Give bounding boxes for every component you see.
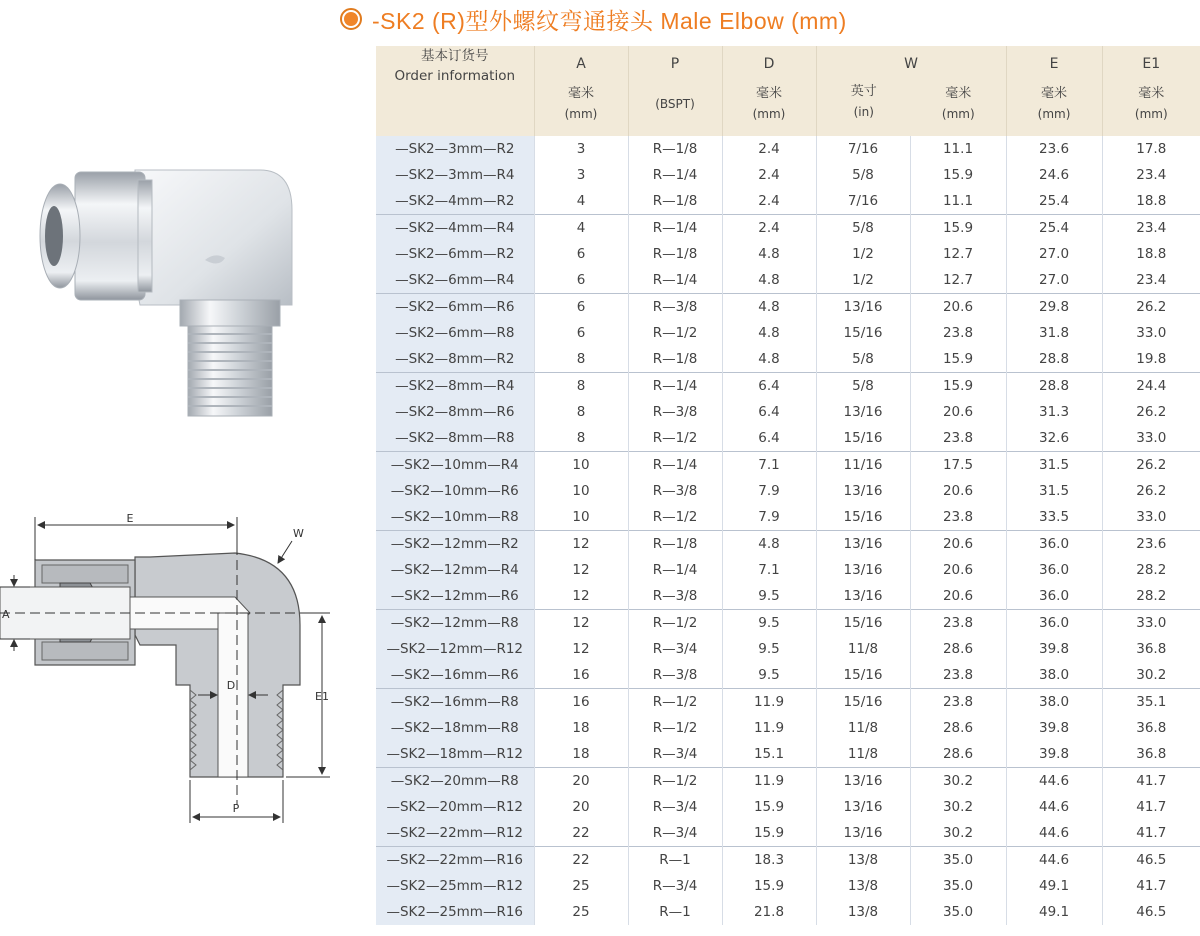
table-row xyxy=(376,715,1200,741)
label-e: E xyxy=(126,512,134,525)
table-row xyxy=(376,557,1200,583)
cell-w-mm: 20.6 xyxy=(910,399,1006,425)
cell-w-mm: 23.8 xyxy=(910,689,1006,716)
cell-p: R—1/2 xyxy=(628,504,722,531)
cell-order: —SK2—8mm—R8 xyxy=(376,425,534,452)
table-row xyxy=(376,636,1200,662)
cell-e1: 26.2 xyxy=(1102,399,1200,425)
cell-w-mm: 35.0 xyxy=(910,899,1006,925)
cell-e: 31.3 xyxy=(1006,399,1102,425)
cell-w-in: 15/16 xyxy=(816,610,910,637)
table-row xyxy=(376,531,1200,558)
cell-e: 39.8 xyxy=(1006,741,1102,768)
cell-a: 8 xyxy=(534,425,628,452)
label-e1: E1 xyxy=(315,690,329,703)
cell-order: —SK2—20mm—R8 xyxy=(376,768,534,795)
cell-d: 6.4 xyxy=(722,425,816,452)
cell-w-mm: 15.9 xyxy=(910,346,1006,373)
section-title xyxy=(340,4,847,34)
cell-order: —SK2—22mm—R12 xyxy=(376,820,534,847)
cell-w-in: 11/8 xyxy=(816,741,910,768)
cell-w-in: 15/16 xyxy=(816,689,910,716)
cell-w-in: 11/16 xyxy=(816,452,910,479)
cell-e: 36.0 xyxy=(1006,531,1102,558)
header-e: E 毫米 (mm) xyxy=(1006,46,1102,136)
table-row xyxy=(376,662,1200,689)
cell-w-in: 13/16 xyxy=(816,294,910,321)
table-row xyxy=(376,899,1200,925)
cell-w-in: 15/16 xyxy=(816,320,910,346)
cell-a: 6 xyxy=(534,294,628,321)
cell-order: —SK2—20mm—R12 xyxy=(376,794,534,820)
cell-p: R—1/2 xyxy=(628,425,722,452)
cell-e: 33.5 xyxy=(1006,504,1102,531)
cell-order: —SK2—22mm—R16 xyxy=(376,847,534,874)
cell-order: —SK2—3mm—R4 xyxy=(376,162,534,188)
cell-w-mm: 20.6 xyxy=(910,294,1006,321)
cell-order: —SK2—12mm—R12 xyxy=(376,636,534,662)
table-row xyxy=(376,373,1200,400)
cell-e1: 30.2 xyxy=(1102,662,1200,689)
cell-e1: 41.7 xyxy=(1102,794,1200,820)
cell-p: R—3/4 xyxy=(628,741,722,768)
cell-e: 49.1 xyxy=(1006,899,1102,925)
cell-d: 9.5 xyxy=(722,636,816,662)
table-row xyxy=(376,267,1200,294)
label-p: P xyxy=(232,802,240,815)
cell-order: —SK2—16mm—R6 xyxy=(376,662,534,689)
table-row xyxy=(376,162,1200,188)
cell-e: 31.5 xyxy=(1006,478,1102,504)
cell-e1: 36.8 xyxy=(1102,636,1200,662)
cell-e: 38.0 xyxy=(1006,689,1102,716)
cell-w-mm: 15.9 xyxy=(910,215,1006,242)
cell-e: 24.6 xyxy=(1006,162,1102,188)
cell-w-mm: 20.6 xyxy=(910,583,1006,610)
cell-p: R—1/4 xyxy=(628,373,722,400)
table-body xyxy=(376,136,1200,925)
table-row xyxy=(376,820,1200,847)
cell-d: 11.9 xyxy=(722,715,816,741)
cell-order: —SK2—12mm—R8 xyxy=(376,610,534,637)
cell-e: 39.8 xyxy=(1006,636,1102,662)
cell-e1: 24.4 xyxy=(1102,373,1200,400)
table-row xyxy=(376,241,1200,267)
cell-w-mm: 12.7 xyxy=(910,267,1006,294)
cell-e: 25.4 xyxy=(1006,215,1102,242)
cell-d: 9.5 xyxy=(722,583,816,610)
cell-e1: 23.6 xyxy=(1102,531,1200,558)
cell-d: 7.9 xyxy=(722,478,816,504)
cell-p: R—1/2 xyxy=(628,610,722,637)
cell-w-mm: 28.6 xyxy=(910,636,1006,662)
cell-e1: 28.2 xyxy=(1102,583,1200,610)
cell-order: —SK2—10mm—R8 xyxy=(376,504,534,531)
cell-order: —SK2—25mm—R16 xyxy=(376,899,534,925)
cell-w-mm: 23.8 xyxy=(910,320,1006,346)
cell-p: R—3/8 xyxy=(628,399,722,425)
cell-p: R—3/8 xyxy=(628,478,722,504)
cell-w-in: 13/16 xyxy=(816,478,910,504)
label-w: W xyxy=(293,527,304,540)
cell-e: 27.0 xyxy=(1006,241,1102,267)
cell-order: —SK2—6mm—R2 xyxy=(376,241,534,267)
cell-p: R—1/8 xyxy=(628,346,722,373)
cell-a: 16 xyxy=(534,689,628,716)
cell-order: —SK2—12mm—R6 xyxy=(376,583,534,610)
cell-p: R—3/8 xyxy=(628,583,722,610)
cell-p: R—1 xyxy=(628,847,722,874)
cell-a: 4 xyxy=(534,215,628,242)
cell-a: 8 xyxy=(534,373,628,400)
cell-order: —SK2—4mm—R2 xyxy=(376,188,534,215)
cell-d: 4.8 xyxy=(722,346,816,373)
cell-d: 4.8 xyxy=(722,320,816,346)
cell-d: 6.4 xyxy=(722,373,816,400)
cell-a: 20 xyxy=(534,768,628,795)
cell-e: 31.5 xyxy=(1006,452,1102,479)
cell-e1: 46.5 xyxy=(1102,847,1200,874)
table-row xyxy=(376,873,1200,899)
cell-d: 2.4 xyxy=(722,136,816,162)
cell-order: —SK2—18mm—R8 xyxy=(376,715,534,741)
cell-d: 11.9 xyxy=(722,689,816,716)
table-row xyxy=(376,794,1200,820)
cell-order: —SK2—8mm—R4 xyxy=(376,373,534,400)
cell-a: 16 xyxy=(534,662,628,689)
cell-w-in: 11/8 xyxy=(816,636,910,662)
cell-a: 3 xyxy=(534,162,628,188)
cell-w-mm: 17.5 xyxy=(910,452,1006,479)
cell-p: R—1/2 xyxy=(628,715,722,741)
cell-e: 44.6 xyxy=(1006,794,1102,820)
table-row xyxy=(376,583,1200,610)
cell-w-mm: 28.6 xyxy=(910,741,1006,768)
cell-w-in: 13/16 xyxy=(816,531,910,558)
table-row xyxy=(376,188,1200,215)
cell-e1: 41.7 xyxy=(1102,873,1200,899)
table-row xyxy=(376,425,1200,452)
table-row xyxy=(376,294,1200,321)
cell-e: 23.6 xyxy=(1006,136,1102,162)
cell-d: 9.5 xyxy=(722,610,816,637)
cell-p: R—1/8 xyxy=(628,531,722,558)
cell-e: 36.0 xyxy=(1006,583,1102,610)
cell-a: 18 xyxy=(534,741,628,768)
cell-order: —SK2—6mm—R8 xyxy=(376,320,534,346)
cell-d: 15.9 xyxy=(722,873,816,899)
cell-w-mm: 30.2 xyxy=(910,820,1006,847)
table-row xyxy=(376,689,1200,716)
cell-p: R—3/8 xyxy=(628,662,722,689)
cell-e: 44.6 xyxy=(1006,820,1102,847)
cell-w-in: 13/16 xyxy=(816,820,910,847)
cell-w-in: 5/8 xyxy=(816,373,910,400)
table-row xyxy=(376,741,1200,768)
cell-p: R—1/4 xyxy=(628,162,722,188)
header-p: P (BSPT) xyxy=(628,46,722,136)
cell-a: 12 xyxy=(534,531,628,558)
cell-order: —SK2—4mm—R4 xyxy=(376,215,534,242)
cell-e: 25.4 xyxy=(1006,188,1102,215)
cell-e: 36.0 xyxy=(1006,610,1102,637)
cell-e1: 41.7 xyxy=(1102,768,1200,795)
cell-a: 22 xyxy=(534,847,628,874)
cell-e: 44.6 xyxy=(1006,847,1102,874)
cell-d: 2.4 xyxy=(722,162,816,188)
cell-w-in: 13/16 xyxy=(816,768,910,795)
cell-e1: 33.0 xyxy=(1102,504,1200,531)
cell-a: 12 xyxy=(534,557,628,583)
cell-w-in: 5/8 xyxy=(816,346,910,373)
cell-a: 25 xyxy=(534,873,628,899)
cell-d: 18.3 xyxy=(722,847,816,874)
cell-e1: 35.1 xyxy=(1102,689,1200,716)
cell-w-in: 5/8 xyxy=(816,215,910,242)
spec-table xyxy=(376,46,1200,925)
label-a: A xyxy=(2,608,10,621)
cell-e1: 18.8 xyxy=(1102,188,1200,215)
cell-order: —SK2—8mm—R6 xyxy=(376,399,534,425)
header-order: 基本订货号 Order information xyxy=(376,46,534,136)
cell-a: 12 xyxy=(534,636,628,662)
cell-w-mm: 30.2 xyxy=(910,768,1006,795)
cell-w-mm: 20.6 xyxy=(910,478,1006,504)
dimension-drawing xyxy=(0,505,345,835)
cell-w-in: 13/16 xyxy=(816,399,910,425)
cell-w-mm: 28.6 xyxy=(910,715,1006,741)
cell-p: R—1/8 xyxy=(628,188,722,215)
header-a: A 毫米 (mm) xyxy=(534,46,628,136)
cell-w-in: 5/8 xyxy=(816,162,910,188)
cell-e: 36.0 xyxy=(1006,557,1102,583)
cell-w-in: 13/8 xyxy=(816,873,910,899)
cell-e: 31.8 xyxy=(1006,320,1102,346)
cell-e1: 28.2 xyxy=(1102,557,1200,583)
cell-p: R—1/8 xyxy=(628,136,722,162)
cell-a: 8 xyxy=(534,346,628,373)
cell-p: R—1/2 xyxy=(628,768,722,795)
cell-order: —SK2—12mm—R2 xyxy=(376,531,534,558)
cell-a: 6 xyxy=(534,320,628,346)
cell-w-in: 15/16 xyxy=(816,662,910,689)
cell-w-in: 13/8 xyxy=(816,847,910,874)
cell-e1: 23.4 xyxy=(1102,162,1200,188)
cell-w-mm: 12.7 xyxy=(910,241,1006,267)
cell-w-mm: 20.6 xyxy=(910,531,1006,558)
cell-e1: 33.0 xyxy=(1102,610,1200,637)
cell-p: R—3/4 xyxy=(628,873,722,899)
cell-p: R—1/4 xyxy=(628,452,722,479)
cell-e1: 33.0 xyxy=(1102,320,1200,346)
cell-e: 39.8 xyxy=(1006,715,1102,741)
cell-e: 28.8 xyxy=(1006,373,1102,400)
cell-w-in: 15/16 xyxy=(816,504,910,531)
cell-d: 2.4 xyxy=(722,188,816,215)
cell-p: R—3/4 xyxy=(628,820,722,847)
label-d: D xyxy=(226,679,236,692)
table-header xyxy=(376,46,1200,136)
cell-w-in: 15/16 xyxy=(816,425,910,452)
cell-order: —SK2—18mm—R12 xyxy=(376,741,534,768)
cell-d: 21.8 xyxy=(722,899,816,925)
cell-e1: 46.5 xyxy=(1102,899,1200,925)
cell-a: 12 xyxy=(534,583,628,610)
cell-a: 10 xyxy=(534,478,628,504)
cell-d: 11.9 xyxy=(722,768,816,795)
cell-order: —SK2—8mm—R2 xyxy=(376,346,534,373)
cell-w-mm: 11.1 xyxy=(910,136,1006,162)
cell-p: R—3/4 xyxy=(628,794,722,820)
orange-bullet-icon xyxy=(340,8,362,30)
cell-d: 4.8 xyxy=(722,294,816,321)
cell-d: 6.4 xyxy=(722,399,816,425)
cell-order: —SK2—6mm—R4 xyxy=(376,267,534,294)
cell-e1: 18.8 xyxy=(1102,241,1200,267)
cell-e: 28.8 xyxy=(1006,346,1102,373)
cell-w-in: 7/16 xyxy=(816,188,910,215)
cell-a: 18 xyxy=(534,715,628,741)
cell-w-in: 13/16 xyxy=(816,583,910,610)
cell-w-mm: 23.8 xyxy=(910,662,1006,689)
cell-p: R—1/2 xyxy=(628,689,722,716)
table-row xyxy=(376,452,1200,479)
table-row xyxy=(376,136,1200,162)
cell-e1: 19.8 xyxy=(1102,346,1200,373)
cell-e1: 23.4 xyxy=(1102,267,1200,294)
cell-d: 4.8 xyxy=(722,267,816,294)
cell-e1: 23.4 xyxy=(1102,215,1200,242)
cell-d: 15.9 xyxy=(722,794,816,820)
cell-e: 38.0 xyxy=(1006,662,1102,689)
cell-d: 7.1 xyxy=(722,452,816,479)
table-row xyxy=(376,399,1200,425)
product-photo xyxy=(30,160,340,430)
cell-d: 9.5 xyxy=(722,662,816,689)
cell-e1: 26.2 xyxy=(1102,478,1200,504)
cell-e: 49.1 xyxy=(1006,873,1102,899)
cell-e1: 36.8 xyxy=(1102,741,1200,768)
cell-d: 2.4 xyxy=(722,215,816,242)
table-row xyxy=(376,768,1200,795)
cell-w-mm: 23.8 xyxy=(910,425,1006,452)
cell-e1: 26.2 xyxy=(1102,452,1200,479)
cell-d: 7.9 xyxy=(722,504,816,531)
cell-order: —SK2—6mm—R6 xyxy=(376,294,534,321)
cell-e1: 41.7 xyxy=(1102,820,1200,847)
cell-d: 7.1 xyxy=(722,557,816,583)
cell-e: 32.6 xyxy=(1006,425,1102,452)
cell-w-in: 11/8 xyxy=(816,715,910,741)
cell-a: 10 xyxy=(534,504,628,531)
cell-a: 6 xyxy=(534,267,628,294)
cell-a: 25 xyxy=(534,899,628,925)
cell-e1: 17.8 xyxy=(1102,136,1200,162)
cell-a: 6 xyxy=(534,241,628,267)
cell-e1: 36.8 xyxy=(1102,715,1200,741)
cell-w-mm: 23.8 xyxy=(910,504,1006,531)
cell-a: 12 xyxy=(534,610,628,637)
cell-w-mm: 15.9 xyxy=(910,162,1006,188)
table-row xyxy=(376,346,1200,373)
table-row xyxy=(376,504,1200,531)
page-title: -SK2 (R)型外螺纹弯通接头 Male Elbow (mm) xyxy=(372,7,847,34)
table-row xyxy=(376,215,1200,242)
cell-w-in: 13/16 xyxy=(816,794,910,820)
cell-w-mm: 20.6 xyxy=(910,557,1006,583)
cell-p: R—1/4 xyxy=(628,267,722,294)
cell-a: 4 xyxy=(534,188,628,215)
cell-d: 15.9 xyxy=(722,820,816,847)
cell-p: R—1/2 xyxy=(628,320,722,346)
table-row xyxy=(376,320,1200,346)
cell-order: —SK2—25mm—R12 xyxy=(376,873,534,899)
cell-e: 44.6 xyxy=(1006,768,1102,795)
cell-w-mm: 35.0 xyxy=(910,847,1006,874)
cell-p: R—1/4 xyxy=(628,215,722,242)
cell-a: 8 xyxy=(534,399,628,425)
header-d: D 毫米 (mm) xyxy=(722,46,816,136)
cell-order: —SK2—3mm—R2 xyxy=(376,136,534,162)
table-row xyxy=(376,610,1200,637)
cell-e1: 33.0 xyxy=(1102,425,1200,452)
header-e1: E1 毫米 (mm) xyxy=(1102,46,1200,136)
cell-order: —SK2—10mm—R4 xyxy=(376,452,534,479)
cell-d: 4.8 xyxy=(722,531,816,558)
cell-w-mm: 23.8 xyxy=(910,610,1006,637)
cell-w-in: 13/8 xyxy=(816,899,910,925)
cell-w-mm: 15.9 xyxy=(910,373,1006,400)
cell-order: —SK2—10mm—R6 xyxy=(376,478,534,504)
cell-w-in: 1/2 xyxy=(816,267,910,294)
cell-order: —SK2—12mm—R4 xyxy=(376,557,534,583)
cell-a: 20 xyxy=(534,794,628,820)
cell-d: 15.1 xyxy=(722,741,816,768)
cell-w-in: 7/16 xyxy=(816,136,910,162)
cell-w-in: 13/16 xyxy=(816,557,910,583)
cell-p: R—1 xyxy=(628,899,722,925)
cell-d: 4.8 xyxy=(722,241,816,267)
cell-w-mm: 35.0 xyxy=(910,873,1006,899)
cell-order: —SK2—16mm—R8 xyxy=(376,689,534,716)
cell-p: R—3/8 xyxy=(628,294,722,321)
cell-w-mm: 30.2 xyxy=(910,794,1006,820)
cell-w-in: 1/2 xyxy=(816,241,910,267)
cell-p: R—1/4 xyxy=(628,557,722,583)
cell-a: 22 xyxy=(534,820,628,847)
cell-e: 27.0 xyxy=(1006,267,1102,294)
cell-a: 3 xyxy=(534,136,628,162)
cell-e1: 26.2 xyxy=(1102,294,1200,321)
cell-a: 10 xyxy=(534,452,628,479)
cell-p: R—1/8 xyxy=(628,241,722,267)
cell-w-mm: 11.1 xyxy=(910,188,1006,215)
header-w: W 英寸 (in) 毫米 (mm) xyxy=(816,46,1006,136)
cell-e: 29.8 xyxy=(1006,294,1102,321)
table-row xyxy=(376,847,1200,874)
cell-p: R—3/4 xyxy=(628,636,722,662)
table-row xyxy=(376,478,1200,504)
